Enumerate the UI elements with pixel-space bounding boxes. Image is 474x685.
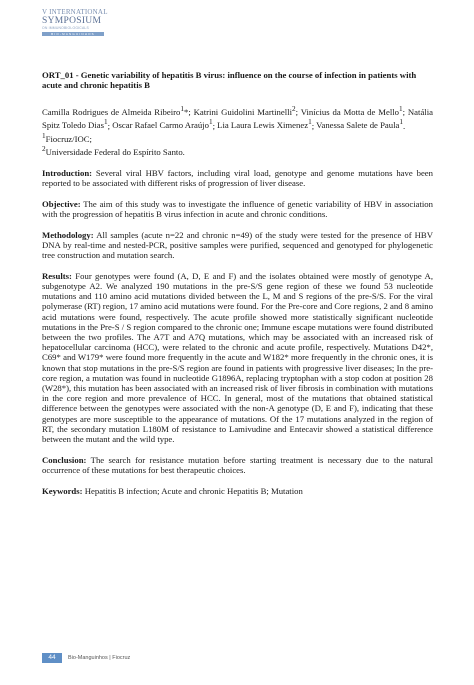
author-1: Camilla Rodrigues de Almeida Ribeiro$^1$* [42, 105, 189, 118]
methodology-section [42, 230, 433, 261]
logo-line-1: V INTERNATIONAL [42, 8, 108, 16]
logo-line-2: SYMPOSIUM [42, 16, 102, 26]
conclusion-text: The search for resistance mutation before starting treatment is necessary due to the natural occurrence of these mutations for best therapeutic choices. [42, 454, 433, 475]
conclusion-section [42, 455, 433, 475]
keywords-label: Keywords: [42, 485, 83, 496]
introduction-section [42, 168, 433, 188]
author-5: Oscar Rafael Carmo Araújo$^1$ [112, 118, 213, 131]
affiliation-1: $^1$Fiocruz/IOC; [42, 131, 92, 144]
methodology-label: Methodology: [42, 229, 94, 240]
introduction-text: Several viral HBV factors, including viral load, genotype and genome mutations have been reported to be associated with different risks of progression of liver disease. [42, 167, 433, 188]
keywords-text: Hepatitis B infection; Acute and chronic Hepatitis B; Mutation [84, 485, 303, 496]
introduction-label: Introduction: [42, 167, 93, 178]
results-label: Results: [42, 270, 72, 281]
author-2: Katrini Guidolini Martinelli$^2$ [193, 105, 296, 118]
logo-line-3: ON IMMUNOBIOLOGICALS [42, 26, 89, 30]
conclusion-label: Conclusion: [42, 454, 87, 465]
page-number: 44 [42, 653, 62, 663]
author-6: Lia Laura Lewis Ximenez$^1$ [217, 118, 312, 131]
logo-line-4: BIO-MANGUINHOS [42, 32, 104, 36]
page-footer [0, 653, 474, 663]
methodology-text: All samples (acute n=22 and chronic n=49) of the study were tested for the presence of HBV DNA by real-time and nested-PCR, positive samples were purified, sequenced and genotyped for phylogenetic tree construction and mutation search. [42, 229, 433, 260]
objective-text: The aim of this study was to investigate the influence of genetic variability of HBV in association with the progression of hepatitis B virus infection in acute and chronic conditions. [42, 198, 433, 219]
results-text: Four genotypes were found (A, D, E and F) and the isolates obtained were mostly of genotype A, subgenotype A2. We analyzed 190 mutations in the pre-S/S gene region of these we found 53 nucleotide mutations and 110 amino acid mutations divided between the L, M and S regions of the pre-S/S. For the viral polymerase (RT) region, 17 amino acid mutations were found. For the Pre-core and Core regions, 2 and 8 amino acid mutations were found, respectively. The acute profile showed more statistically significant nucleotide mutations in the Pre-S / S region compared to the chronic one; Immune escape mutations were found distributed between the two profiles. The A7T and A7Q mutations, which may be associated with an increased risk of hepatocellular carcinoma (HCC), were related to the chronic and acute profile, respectively. Mutations D42*, C69* and W179* were found more frequently in the acute and W182* more frequently in the chronic ones, it is known that stop mutations in the pre-S/S region are found in patients with progressive liver diseases; In the pre-core region, a mutation was found in nucleotide G1896A, replacing tryptophan with a stop codon at position 28 (W28*), this mutation has been associated with an increased risk of liver fibrosis in combination with mutations in the core region and more prevalence of HCC. In general, most of the mutations that obtained statistical difference between the genotypes were associated with the non-A genotype (D, E and F), indicating that these genotypes are more susceptible to the appearance of mutations. Of the 17 mutations analyzed in the region of RT, the secondary mutation L180M of resistance to Lamivudine and Entecavir showed a statistical difference between the mutant and the wild type. [42, 270, 434, 444]
results-section [42, 271, 433, 444]
author-list: Camilla Rodrigues de Almeida Ribeiro$^1$*; Katrini Guidolini Martinelli$^2$; Vinícius da Motta de Mello$^1$; Natália Spitz Toledo Dias$^1$; Oscar Rafael Carmo Araújo$^1$; Lia Laura Lewis Ximenez$^1$; Vanessa Salete de Paula$^1$. [42, 105, 433, 131]
objective-label: Objective: [42, 198, 81, 209]
abstract-content [42, 70, 433, 506]
abstract-title: ORT_01 - Genetic variability of hepatitis B virus: influence on the course of infection in patients with acute and chronic hepatitis B [42, 70, 417, 91]
author-4: Natália Spitz Toledo Dias$^1$ [42, 107, 433, 131]
objective-section [42, 199, 433, 219]
affiliation-2: $^2$Universidade Federal do Espírito Santo. [42, 144, 185, 157]
author-7: Vanessa Salete de Paula$^1$ [316, 118, 404, 131]
affiliations [42, 131, 433, 157]
keywords-section [42, 486, 433, 496]
author-3: Vinícius da Motta de Mello$^1$ [300, 105, 403, 118]
publisher-label: Bio-Manguinhos | Fiocruz [68, 655, 131, 661]
symposium-logo [42, 8, 112, 48]
